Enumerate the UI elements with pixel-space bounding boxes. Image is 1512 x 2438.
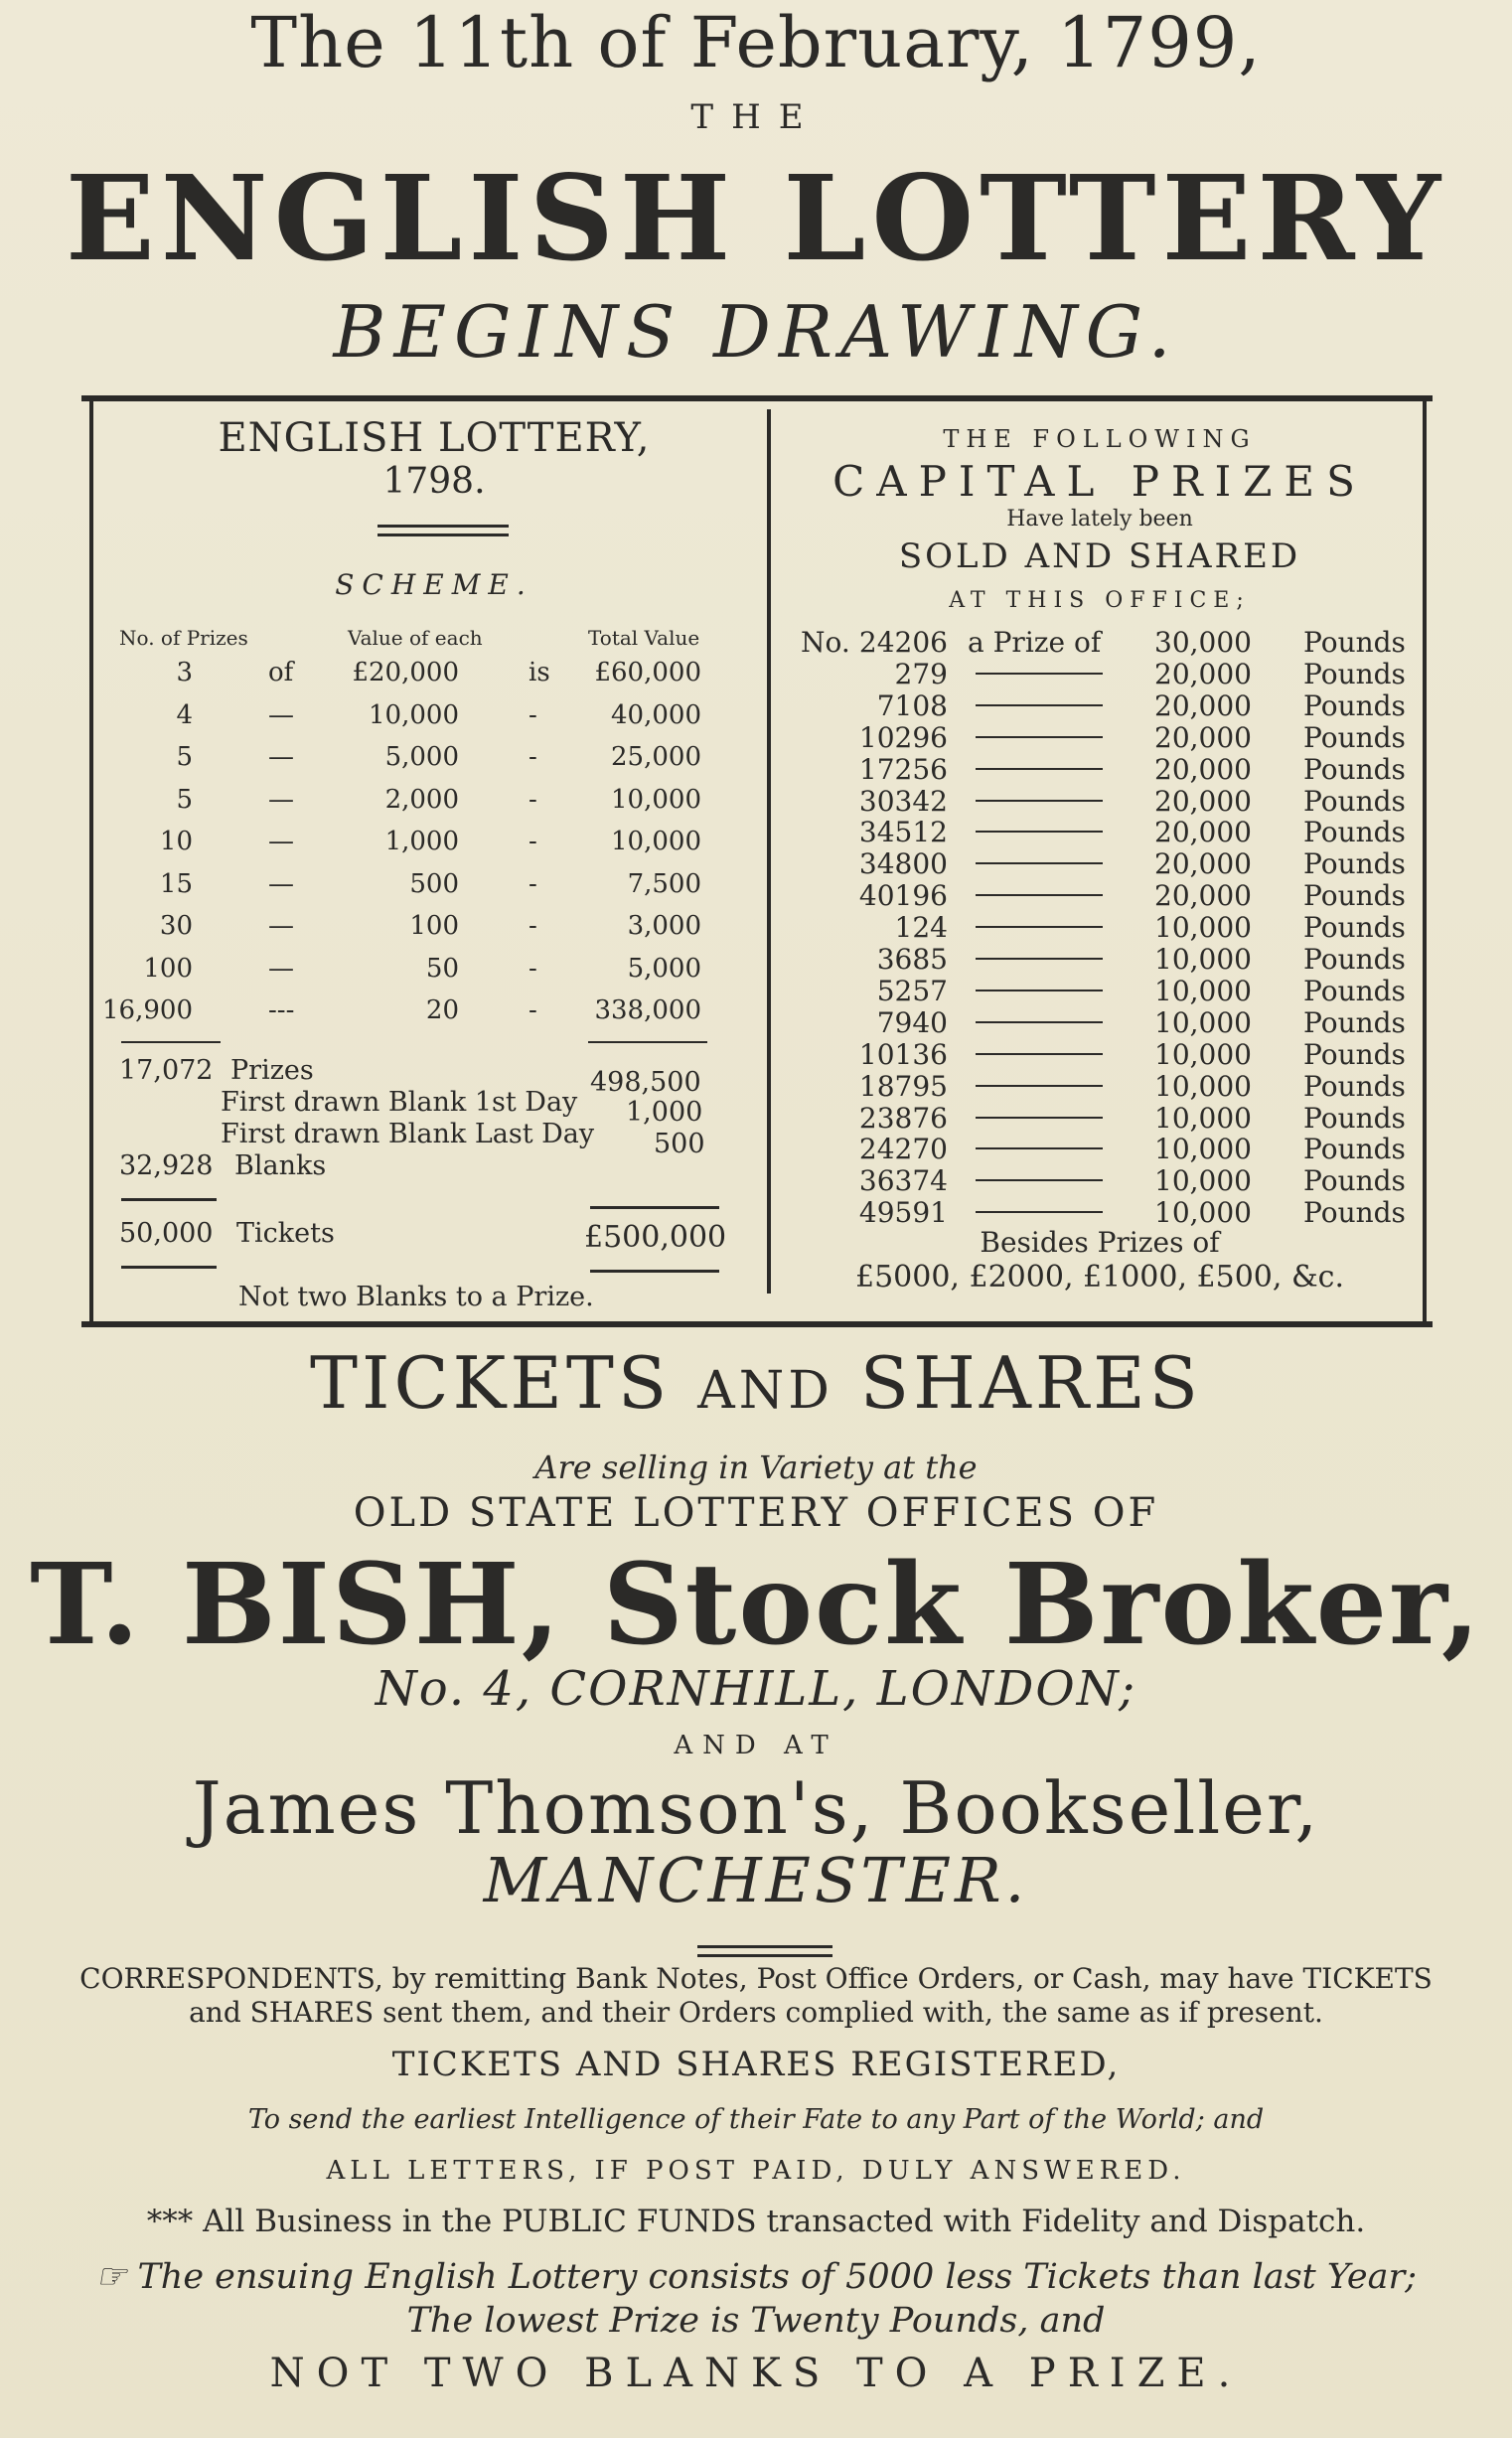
prize-row <box>777 753 1423 785</box>
ditto-dash <box>976 990 1103 991</box>
prize-ticket-number: 23876 <box>858 1101 948 1135</box>
prize-of-text: a Prize of <box>968 626 1102 659</box>
prize-amount: 10,000 <box>1154 1101 1252 1135</box>
scheme-row <box>111 911 757 951</box>
prize-unit: Pounds <box>1303 720 1406 754</box>
letters-line: ALL LETTERS, IF POST PAID, DULY ANSWERED. <box>326 2156 1186 2186</box>
prizes-total: 498,500 <box>590 1067 701 1098</box>
prize-value: 500 <box>409 868 459 899</box>
ditto-dash <box>976 894 1103 896</box>
prize-unit: Pounds <box>1303 911 1406 945</box>
tickets-label: Tickets <box>236 1218 335 1249</box>
ditto-dash <box>976 1117 1103 1119</box>
prize-value: 50 <box>425 953 459 984</box>
ditto-dash <box>976 736 1103 738</box>
prize-total: 7,500 <box>627 868 701 899</box>
prize-value: £20,000 <box>352 658 459 687</box>
prize-count: 4 <box>176 699 193 730</box>
prize-amount: 20,000 <box>1154 688 1252 722</box>
prize-row <box>777 847 1423 879</box>
shares-word: SHARES <box>859 1341 1202 1425</box>
prize-unit: Pounds <box>1303 784 1406 818</box>
grand-total: £500,000 <box>584 1220 727 1255</box>
prize-amount: 30,000 <box>1154 626 1252 659</box>
prize-ticket-number: 30342 <box>858 784 948 818</box>
main-title: ENGLISH LOTTERY <box>65 149 1447 287</box>
ditto-dash <box>976 862 1103 864</box>
prize-amount: 10,000 <box>1154 1133 1252 1166</box>
prize-total: 10,000 <box>611 784 701 815</box>
prize-total: £60,000 <box>594 658 701 687</box>
is-mark: is <box>529 658 550 687</box>
header-no-of-prizes: No. of Prizes <box>119 626 248 650</box>
scheme-and-prizes-box <box>81 395 1433 1327</box>
prizes-label: Prizes <box>230 1055 314 1086</box>
of-mark: --- <box>268 995 295 1025</box>
prize-amount: 10,000 <box>1154 943 1252 976</box>
prize-unit: Pounds <box>1303 1069 1406 1103</box>
prize-ticket-number: 40196 <box>858 879 948 913</box>
prize-amount: 20,000 <box>1154 657 1252 690</box>
header-total-value: Total Value <box>588 626 700 650</box>
public-funds-line: *** All Business in the PUBLIC FUNDS transacted with Fidelity and Dispatch. <box>146 2204 1366 2239</box>
prize-amount: 10,000 <box>1154 911 1252 945</box>
besides-line: Besides Prizes of <box>980 1226 1220 1259</box>
prize-total: 10,000 <box>611 827 701 856</box>
prize-total: 338,000 <box>594 995 701 1025</box>
is-mark: - <box>529 911 537 941</box>
ditto-dash <box>976 831 1103 833</box>
prize-ticket-number: 18795 <box>858 1069 948 1103</box>
prize-row <box>777 721 1423 753</box>
intelligence-line: To send the earliest Intelligence of their Fate to any Part of the World; and <box>247 2104 1265 2135</box>
prize-value: 20 <box>425 995 459 1025</box>
prize-unit: Pounds <box>1303 688 1406 722</box>
prize-unit: Pounds <box>1303 1005 1406 1039</box>
prize-row <box>777 1164 1423 1196</box>
prize-unit: Pounds <box>1303 752 1406 786</box>
prize-count: 16,900 <box>102 995 193 1025</box>
prize-row <box>777 785 1423 817</box>
prize-amount: 20,000 <box>1154 720 1252 754</box>
prize-value: 2,000 <box>384 784 459 815</box>
ensuing-lottery-line: ☞ The ensuing English Lottery consists of 5000 less Tickets than last Year; <box>94 2257 1418 2297</box>
scheme-row <box>111 785 757 825</box>
capital-prizes-column <box>777 395 1423 1327</box>
ditto-dash <box>976 704 1103 706</box>
prize-count: 5 <box>176 742 193 772</box>
prize-unit: Pounds <box>1303 1164 1406 1198</box>
and-word: AND <box>697 1361 833 1421</box>
prize-ticket-number: 24206 <box>858 626 948 659</box>
is-mark: - <box>529 868 537 899</box>
of-mark: — <box>268 827 294 856</box>
prize-ticket-number: 34800 <box>858 847 948 881</box>
prize-value: 5,000 <box>384 742 459 772</box>
of-mark: of <box>268 658 294 687</box>
header-value-each: Value of each <box>348 626 483 650</box>
scheme-row <box>111 700 757 740</box>
scheme-column <box>102 395 757 1327</box>
scheme-label: SCHEME. <box>335 568 533 601</box>
prize-count: 100 <box>143 953 193 984</box>
prize-amount: 10,000 <box>1154 1196 1252 1230</box>
subtitle: BEGINS DRAWING. <box>333 290 1179 374</box>
prize-ticket-number: 17256 <box>858 752 948 786</box>
is-mark: - <box>529 784 537 815</box>
prize-count: 10 <box>159 827 193 856</box>
blanks-count: 32,928 <box>119 1150 214 1181</box>
offices-line: OLD STATE LOTTERY OFFICES OF <box>353 1490 1159 1536</box>
prize-row <box>777 626 1423 658</box>
ditto-dash <box>976 673 1103 675</box>
ditto-dash <box>976 1179 1103 1181</box>
prize-ticket-number: 24270 <box>858 1133 948 1166</box>
ditto-dash <box>976 926 1103 928</box>
rule-under-rows-right <box>588 1041 707 1043</box>
tickets-word: TICKETS <box>310 1341 672 1425</box>
prize-no-label: No. <box>801 626 850 659</box>
prize-total: 25,000 <box>611 742 701 772</box>
prize-amount: 10,000 <box>1154 1005 1252 1039</box>
prize-row <box>777 1102 1423 1134</box>
sold-shared-line: SOLD AND SHARED <box>898 536 1301 576</box>
prize-unit: Pounds <box>1303 816 1406 849</box>
of-mark: — <box>268 742 294 772</box>
prize-total: 5,000 <box>627 953 701 984</box>
ditto-dash <box>976 1085 1103 1087</box>
prize-unit: Pounds <box>1303 1133 1406 1166</box>
prize-row <box>777 689 1423 721</box>
prize-amount: 20,000 <box>1154 784 1252 818</box>
of-mark: — <box>268 953 294 984</box>
ditto-dash <box>976 768 1103 770</box>
prize-ticket-number: 10296 <box>858 720 948 754</box>
office-line: AT THIS OFFICE; <box>949 588 1251 613</box>
box-right-rule <box>1423 395 1427 1327</box>
double-rule-lower <box>697 1945 832 1957</box>
prize-ticket-number: 279 <box>894 657 948 690</box>
lately-line: Have lately been <box>1006 507 1193 532</box>
prize-amount: 20,000 <box>1154 752 1252 786</box>
blanks-label: Blanks <box>234 1150 327 1181</box>
is-mark: - <box>529 742 537 772</box>
scheme-row <box>111 658 757 697</box>
is-mark: - <box>529 827 537 856</box>
prize-value: 100 <box>409 911 459 941</box>
box-divider-rule <box>767 409 771 1294</box>
ditto-dash <box>976 1147 1103 1149</box>
of-mark: — <box>268 784 294 815</box>
prize-row <box>777 975 1423 1006</box>
following-line: THE FOLLOWING <box>943 425 1257 453</box>
rule-above-tickets-left <box>121 1198 217 1201</box>
prize-row <box>777 816 1423 847</box>
ditto-dash <box>976 1021 1103 1023</box>
is-mark: - <box>529 995 537 1025</box>
prize-row <box>777 1070 1423 1102</box>
is-mark: - <box>529 953 537 984</box>
prize-amount: 20,000 <box>1154 847 1252 881</box>
scheme-row <box>111 954 757 993</box>
prize-ticket-number: 36374 <box>858 1164 948 1198</box>
bookseller-name: James Thomson's, Bookseller, <box>192 1766 1320 1850</box>
broker-name: T. BISH, Stock Broker, <box>30 1540 1482 1670</box>
rule-under-rows-left <box>121 1041 221 1043</box>
correspondents-paragraph: CORRESPONDENTS, by remitting Bank Notes, Post Office Orders, or Cash, may have TICKETS and SHARES sent them, and their Orders complied with, the same as if present. <box>79 1962 1433 2029</box>
prize-unit: Pounds <box>1303 879 1406 913</box>
scheme-row <box>102 995 757 1035</box>
prize-count: 15 <box>159 868 193 899</box>
selling-line: Are selling in Variety at the <box>534 1448 978 1486</box>
besides-amounts: £5000, £2000, £1000, £500, &c. <box>855 1260 1344 1295</box>
prize-unit: Pounds <box>1303 974 1406 1007</box>
closing-line: NOT TWO BLANKS TO A PRIZE. <box>269 2351 1243 2396</box>
ditto-dash <box>976 958 1103 960</box>
prize-unit: Pounds <box>1303 847 1406 881</box>
prize-row <box>777 1006 1423 1038</box>
ditto-dash <box>976 1211 1103 1213</box>
manchester-line: MANCHESTER. <box>483 1844 1029 1916</box>
is-mark: - <box>529 699 537 730</box>
prize-ticket-number: 10136 <box>858 1037 948 1071</box>
prize-amount: 10,000 <box>1154 1069 1252 1103</box>
prize-amount: 10,000 <box>1154 974 1252 1007</box>
london-address: No. 4, CORNHILL, LONDON; <box>375 1661 1137 1717</box>
rule-under-tickets-left <box>121 1266 217 1269</box>
prize-ticket-number: 7940 <box>876 1005 948 1039</box>
ditto-dash <box>976 800 1103 802</box>
prize-row <box>777 658 1423 689</box>
prize-amount: 20,000 <box>1154 816 1252 849</box>
prize-amount: 10,000 <box>1154 1164 1252 1198</box>
prize-row <box>777 879 1423 911</box>
scheme-year: 1798. <box>382 461 486 502</box>
prize-value: 1,000 <box>384 827 459 856</box>
scheme-footer: Not two Blanks to a Prize. <box>238 1282 594 1312</box>
last-day-value: 500 <box>654 1129 705 1159</box>
of-mark: — <box>268 699 294 730</box>
first-day-label: First drawn Blank 1st Day <box>221 1087 578 1118</box>
prizes-count: 17,072 <box>119 1055 214 1086</box>
prize-row <box>777 1133 1423 1164</box>
scheme-row <box>111 869 757 909</box>
prize-ticket-number: 7108 <box>876 688 948 722</box>
prize-unit: Pounds <box>1303 1101 1406 1135</box>
capital-prizes-heading: CAPITAL PRIZES <box>832 457 1367 506</box>
prize-ticket-number: 34512 <box>858 816 948 849</box>
scheme-title: ENGLISH LOTTERY, <box>218 415 651 461</box>
double-rule <box>378 525 509 536</box>
last-day-label: First drawn Blank Last Day <box>221 1119 595 1149</box>
rule-above-total-right <box>590 1206 719 1209</box>
prize-count: 3 <box>176 658 193 687</box>
prize-amount: 10,000 <box>1154 1037 1252 1071</box>
prize-unit: Pounds <box>1303 1196 1406 1230</box>
tickets-count: 50,000 <box>119 1218 214 1249</box>
prize-unit: Pounds <box>1303 1037 1406 1071</box>
scheme-row <box>111 742 757 782</box>
rule-under-total-right <box>590 1270 719 1273</box>
prize-count: 5 <box>176 784 193 815</box>
prize-unit: Pounds <box>1303 626 1406 659</box>
box-left-rule <box>89 395 93 1327</box>
of-mark: — <box>268 911 294 941</box>
prize-row <box>777 943 1423 975</box>
prize-value: 10,000 <box>369 699 459 730</box>
lowest-prize-line: The lowest Prize is Twenty Pounds, and <box>406 2301 1106 2341</box>
prize-count: 30 <box>159 911 193 941</box>
prize-row <box>777 1038 1423 1070</box>
registered-line: TICKETS AND SHARES REGISTERED, <box>391 2045 1121 2084</box>
prize-unit: Pounds <box>1303 657 1406 690</box>
ditto-dash <box>976 1053 1103 1055</box>
prize-ticket-number: 124 <box>894 911 948 945</box>
prize-amount: 20,000 <box>1154 879 1252 913</box>
prize-ticket-number: 3685 <box>876 943 948 976</box>
prize-unit: Pounds <box>1303 943 1406 976</box>
prize-row <box>777 911 1423 943</box>
the-word: THE <box>690 97 822 137</box>
date-line: The 11th of February, 1799, <box>250 2 1262 83</box>
tickets-and-shares-heading <box>0 1341 1512 1425</box>
of-mark: — <box>268 868 294 899</box>
prize-ticket-number: 5257 <box>876 974 948 1007</box>
prize-total: 40,000 <box>611 699 701 730</box>
scheme-row <box>111 827 757 866</box>
and-at-line: AND AT <box>674 1731 838 1760</box>
prize-ticket-number: 49591 <box>858 1196 948 1230</box>
first-day-value: 1,000 <box>626 1097 703 1128</box>
prize-total: 3,000 <box>627 911 701 941</box>
prize-row <box>777 1196 1423 1228</box>
